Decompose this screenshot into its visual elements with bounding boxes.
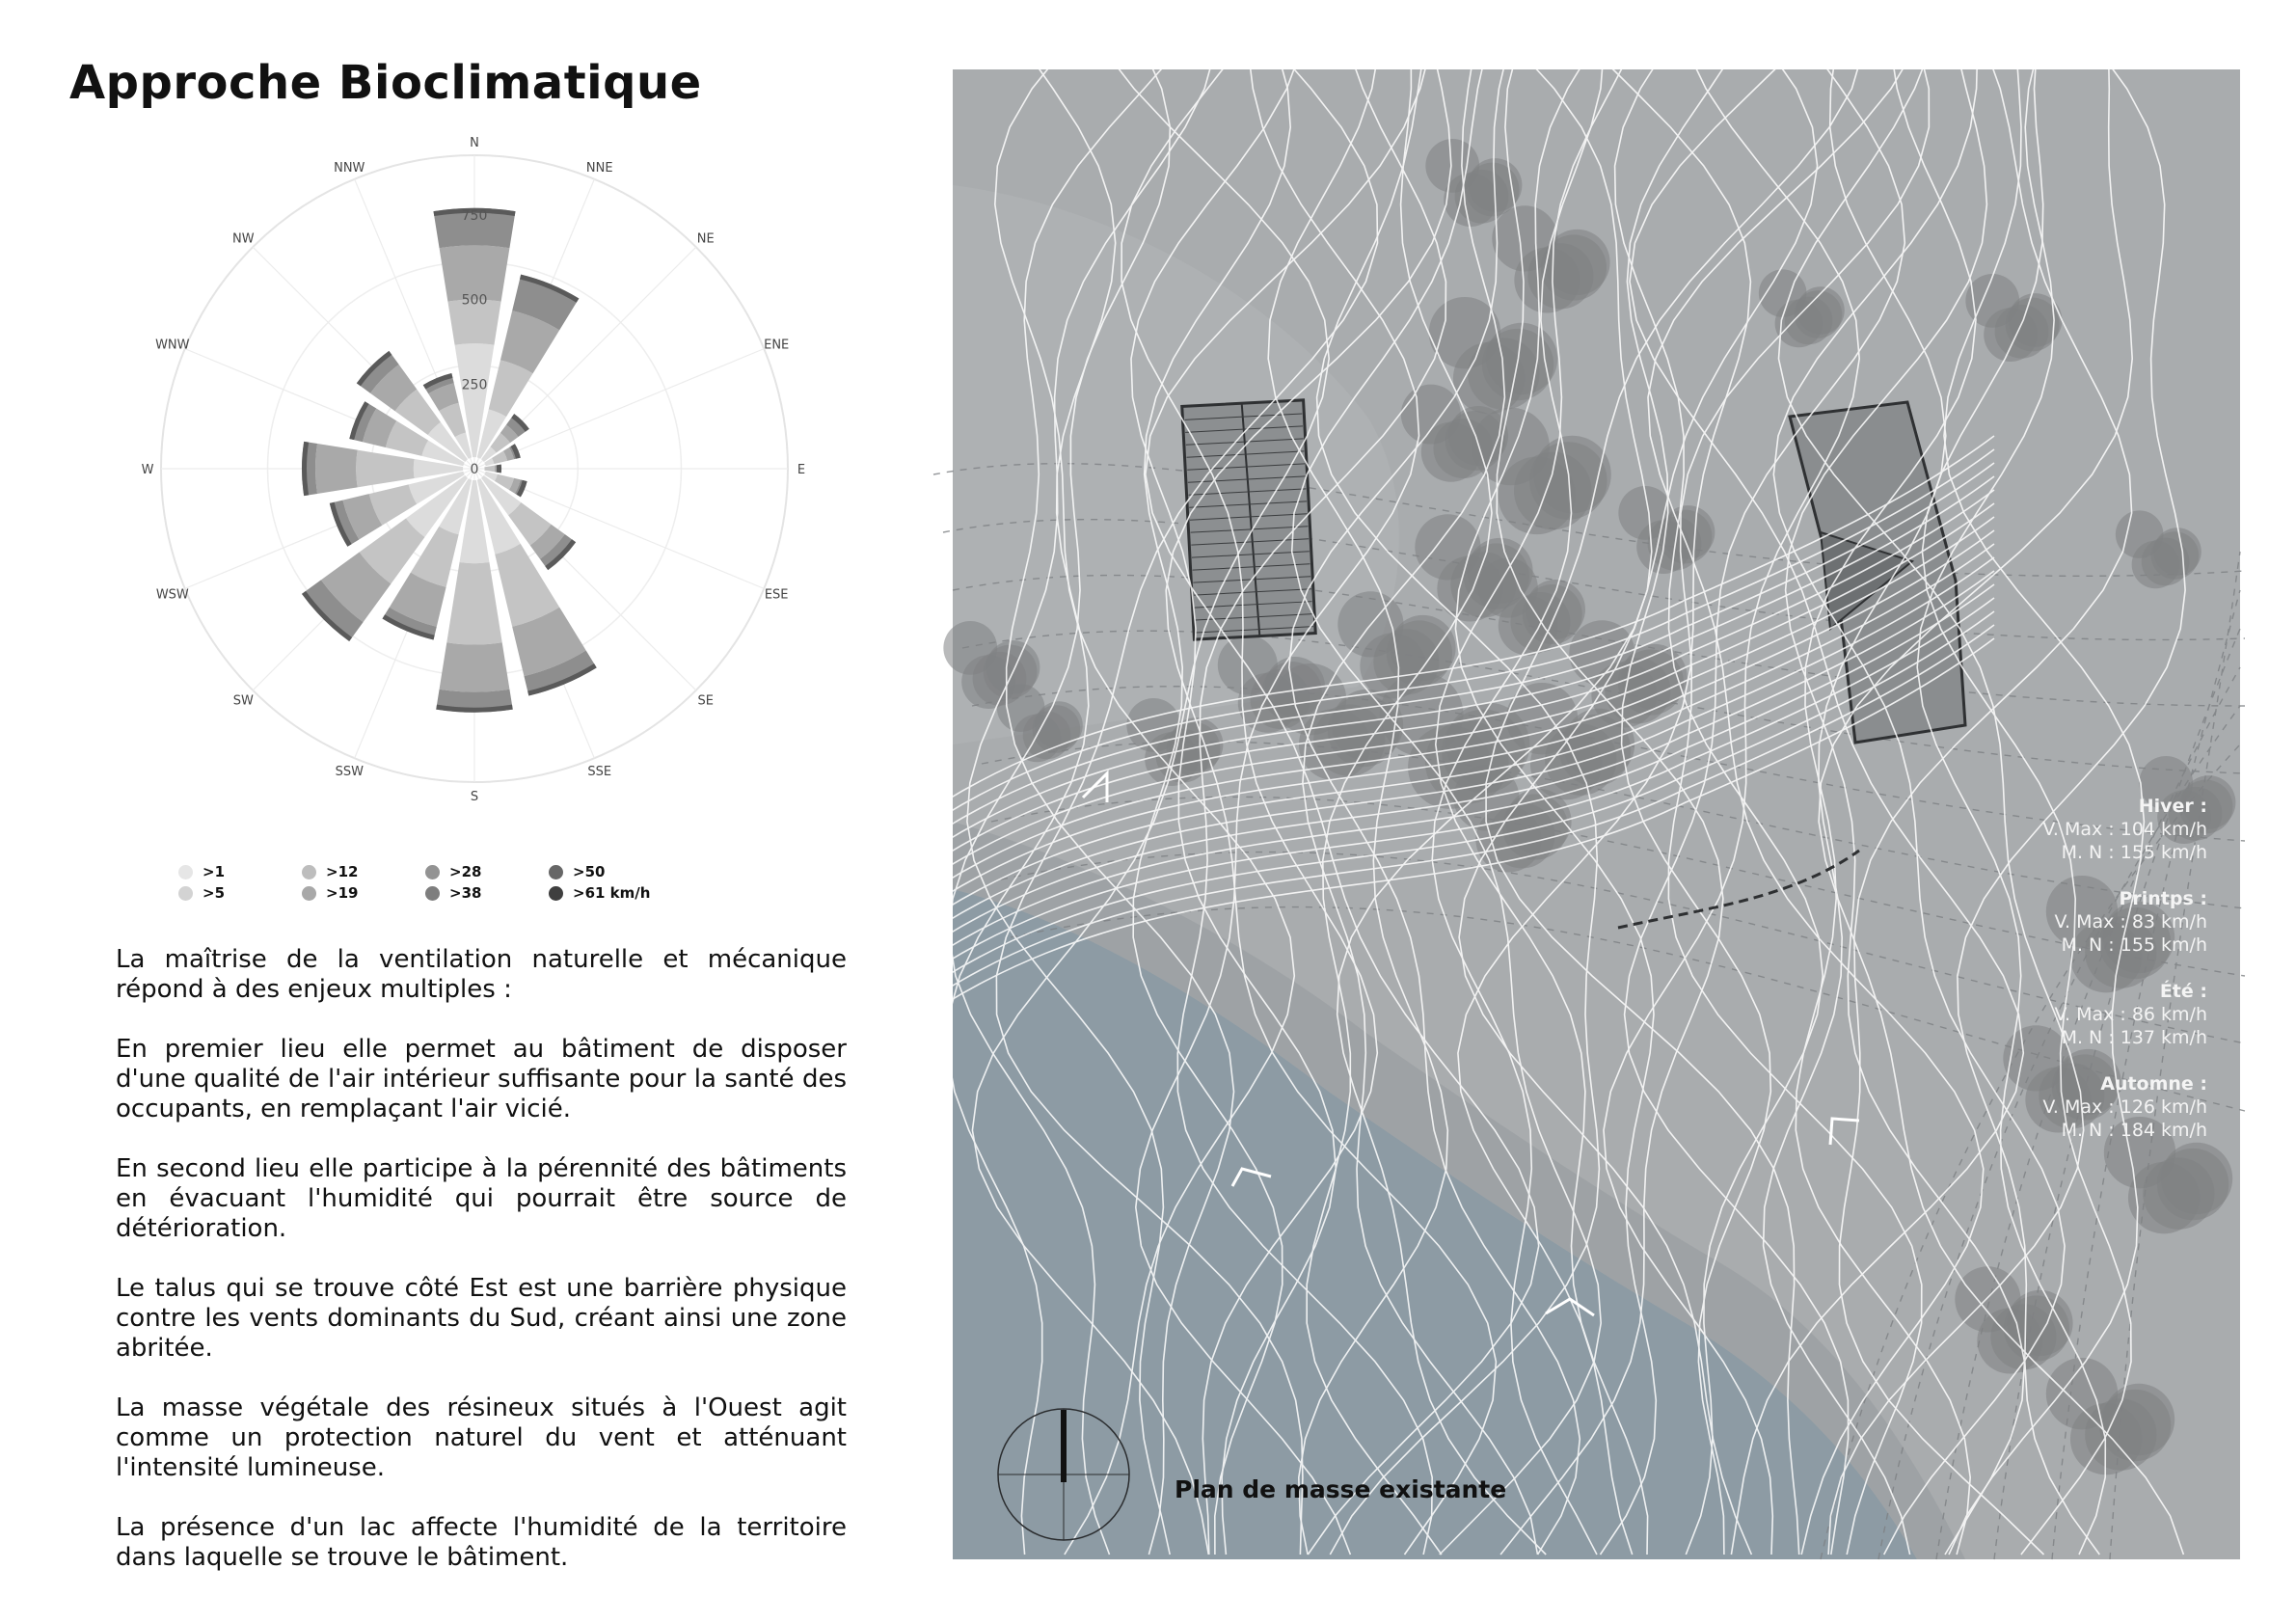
direction-label-nw: NW — [231, 231, 255, 247]
site-plan-map — [953, 69, 2240, 1559]
legend-item — [302, 863, 425, 880]
compass — [998, 1409, 1129, 1540]
direction-label-nne: NNE — [585, 160, 613, 176]
direction-label-nnw: NNW — [334, 160, 365, 176]
tree-canopy — [1523, 584, 1582, 644]
radial-tick-label: 0 — [470, 462, 479, 477]
season-mn: M. N : 137 km/h — [2061, 1027, 2207, 1048]
legend-swatch — [178, 865, 193, 879]
paragraph: La masse végétale des résineux situés à l'Ouest agit comme un protection naturel du vent et atténuant l'intensité lumineuse. — [116, 1393, 847, 1482]
legend-swatch — [178, 886, 193, 901]
rose-bar-w-band-1 — [356, 450, 414, 488]
legend-label: >50 — [573, 863, 606, 880]
season-vmax: V. Max : 104 km/h — [2042, 819, 2207, 840]
page-title: Approche Bioclimatique — [69, 56, 702, 110]
legend-item — [302, 884, 425, 902]
seasonal-wind-stats — [1899, 795, 2207, 1165]
wind-rose-bars — [302, 208, 597, 713]
rose-bar-e-edge — [497, 465, 501, 473]
direction-label-w: W — [141, 463, 154, 477]
legend-label: >12 — [326, 863, 359, 880]
paragraph: Le talus qui se trouve côté Est est une barrière physique contre les vents dominants du Sud, créant ainsi une zone abritée. — [116, 1274, 847, 1363]
season-name: Printps : — [2119, 888, 2207, 909]
legend-swatch — [549, 886, 563, 901]
tree-canopy — [1466, 163, 1520, 217]
direction-label-se: SE — [697, 693, 714, 709]
legend-item — [549, 863, 672, 880]
wind-rose-chart — [135, 136, 829, 820]
legend-item — [425, 863, 549, 880]
season-vmax: V. Max : 83 km/h — [2054, 911, 2207, 933]
season-summer — [1899, 980, 2207, 1049]
legend-swatch — [425, 886, 440, 901]
direction-label-ene: ENE — [764, 338, 790, 353]
season-name: Hiver : — [2138, 796, 2207, 817]
season-name: Été : — [2159, 981, 2207, 1002]
tree-canopy — [2004, 1295, 2069, 1361]
legend-swatch — [302, 865, 316, 879]
legend-swatch — [302, 886, 316, 901]
season-mn: M. N : 155 km/h — [2061, 842, 2207, 863]
direction-label-sw: SW — [232, 693, 254, 709]
legend-swatch — [425, 865, 440, 879]
radial-tick-label: 750 — [461, 207, 488, 224]
legend-label: >28 — [449, 863, 482, 880]
tree-canopy — [1659, 510, 1713, 564]
rose-bar-w-band-2 — [315, 444, 358, 494]
rose-bar-s-band-1 — [446, 562, 501, 644]
paragraph: En premier lieu elle permet au bâtiment de disposer d'une qualité de l'air intérieur suffisante pour la santé des occupants, en remplaçant l'air vicié. — [116, 1035, 847, 1123]
body-text — [116, 945, 847, 1603]
direction-label-s: S — [470, 790, 479, 804]
season-mn: M. N : 184 km/h — [2061, 1120, 2207, 1141]
season-autumn — [1899, 1072, 2207, 1142]
paragraph: La présence d'un lac affecte l'humidité de la territoire dans laquelle se trouve le bâtiment. — [116, 1513, 847, 1572]
legend-label: >19 — [326, 884, 359, 902]
season-name: Automne : — [2100, 1073, 2207, 1095]
direction-label-ssw: SSW — [335, 765, 364, 780]
tree-canopy — [1529, 442, 1607, 520]
direction-label-sse: SSE — [587, 765, 612, 780]
tree-canopy — [2006, 298, 2060, 352]
season-spring — [1899, 887, 2207, 957]
tree-canopy — [2151, 531, 2200, 580]
direction-label-wnw: WNW — [155, 338, 190, 353]
speed-legend — [178, 863, 718, 902]
legend-item — [178, 863, 302, 880]
rose-bar-e-band-1 — [484, 466, 495, 473]
direction-label-e: E — [797, 463, 806, 477]
legend-item — [178, 884, 302, 902]
legend-label: >1 — [203, 863, 226, 880]
direction-label-wsw: WSW — [155, 587, 189, 603]
legend-label: >38 — [449, 884, 482, 902]
season-mn: M. N : 155 km/h — [2061, 934, 2207, 956]
direction-label-ne: NE — [696, 231, 715, 247]
rose-bar-s-band-2 — [440, 642, 510, 691]
direction-label-n: N — [470, 136, 479, 150]
paragraph: En second lieu elle participe à la pérennité des bâtiments en évacuant l'humidité qui pourrait être source de détérioration. — [116, 1154, 847, 1243]
paragraph: La maîtrise de la ventilation naturelle et mécanique répond à des enjeux multiples : — [116, 945, 847, 1004]
tree-canopy — [1795, 290, 1843, 338]
season-vmax: V. Max : 86 km/h — [2054, 1004, 2207, 1025]
legend-item — [425, 884, 549, 902]
map-caption: Plan de masse existante — [1175, 1475, 1507, 1503]
legend-label: >5 — [203, 884, 226, 902]
legend-swatch — [549, 865, 563, 879]
direction-label-ese: ESE — [764, 587, 789, 603]
legend-label: >61 km/h — [573, 884, 651, 902]
radial-tick-label: 500 — [461, 292, 488, 309]
season-vmax: V. Max : 126 km/h — [2042, 1096, 2207, 1118]
season-winter — [1899, 795, 2207, 864]
radial-tick-label: 250 — [461, 377, 488, 393]
legend-item — [549, 884, 672, 902]
